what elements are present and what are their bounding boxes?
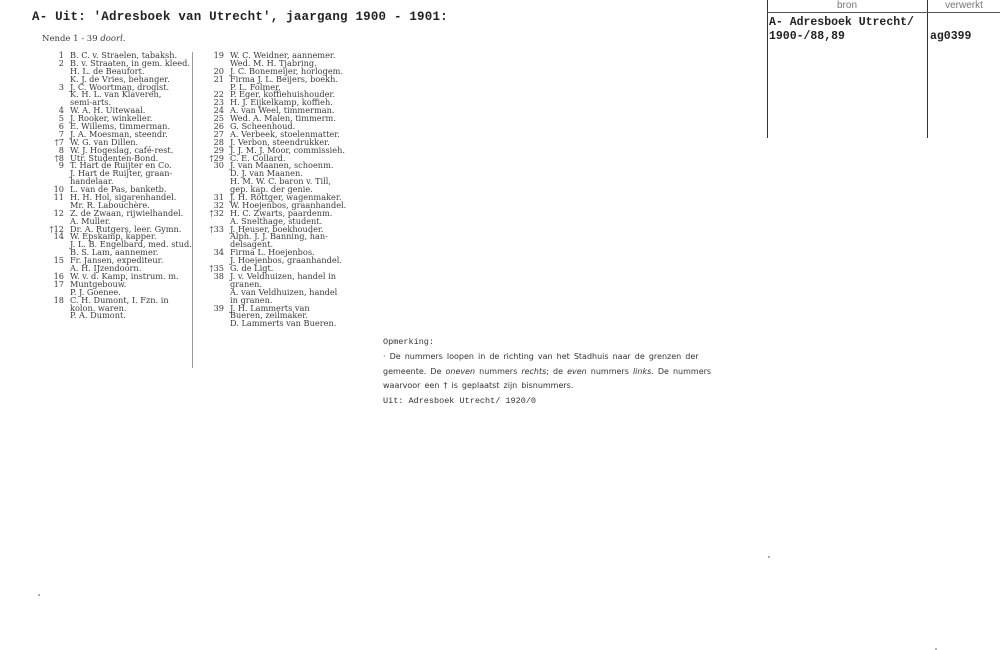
resident-entry: A. H. IJzendoorn. xyxy=(70,263,142,274)
clipping-heading xyxy=(42,34,126,44)
bron-header: bron xyxy=(836,0,857,11)
house-number: 12 xyxy=(53,207,64,218)
bron-value-line1: A- Adresboek Utrecht/ xyxy=(769,16,914,29)
resident-entry: E. Willems, timmerman. xyxy=(70,121,171,132)
scan-speck xyxy=(38,594,40,596)
list-item xyxy=(42,91,188,99)
resident-entry: G. de Ligt. xyxy=(230,263,274,274)
resident-entry: Alph. J. J. Banning, han- xyxy=(230,231,328,242)
house-number: 2 xyxy=(58,57,64,68)
metadata-table xyxy=(767,0,1000,138)
house-number: 7 xyxy=(58,128,64,139)
resident-entry: L. van de Pas, banketb. xyxy=(70,184,167,195)
house-number: 4 xyxy=(58,105,64,116)
resident-entry: Mr. R. Labouchère. xyxy=(70,199,150,210)
resident-entry: K. J. de Vries, behanger. xyxy=(70,73,170,84)
resident-entry: H. H. Hol, sigarenhandel. xyxy=(70,192,177,203)
house-number: †29 xyxy=(209,152,224,163)
entries-left-column xyxy=(42,50,192,321)
resident-entry: Fr. Jansen, expediteur. xyxy=(70,255,164,266)
remark-left: links xyxy=(632,366,652,376)
house-number: 30 xyxy=(213,160,224,171)
house-number: 6 xyxy=(58,121,64,132)
remark-text: gemeente. De xyxy=(383,366,446,376)
list-item xyxy=(42,207,188,218)
remark-text: nummers xyxy=(586,366,633,376)
house-number: 34 xyxy=(213,247,224,258)
house-number: 29 xyxy=(213,144,224,155)
resident-entry: Wed. A. Malen, timmerm. xyxy=(230,113,336,124)
resident-entry: J. A. Moesman, steendr. xyxy=(70,128,168,139)
house-number: †35 xyxy=(209,263,224,274)
resident-entry: G. Scheenhoud. xyxy=(230,121,296,132)
resident-entry: J. J. M. J. Moor, commissieh. xyxy=(230,144,346,155)
house-number: 22 xyxy=(213,89,224,100)
resident-entry: A. van Veldhuizen, handel xyxy=(230,286,338,297)
house-number: 9 xyxy=(58,160,64,171)
resident-entry: W. J. Hogeslag, café-rest. xyxy=(70,144,174,155)
remark-line-1: · De nummers loopen in de richting van het Stadhuis naar de grenzen der xyxy=(383,352,699,361)
house-number: 10 xyxy=(53,184,64,195)
resident-entry: Z. de Zwaan, rijwielhandel. xyxy=(70,207,184,218)
house-number: 21 xyxy=(213,73,224,84)
list-item xyxy=(202,233,348,241)
resident-entry: kolon. waren. xyxy=(70,302,127,313)
list-item xyxy=(202,270,348,281)
bron-value-line2: 1900-/88,89 xyxy=(769,30,845,43)
resident-entry: J. L. B. Engelbard, med. stud. xyxy=(70,239,192,250)
house-number: 5 xyxy=(58,113,64,124)
resident-entry: P. L. Folmer. xyxy=(230,81,281,92)
resident-entry: W. Epskamp, kapper. xyxy=(70,231,157,242)
resident-entry: Firma L. Hoejenbos. xyxy=(230,247,315,258)
resident-entry: H. C. Zwarts, paardenm. xyxy=(230,207,333,218)
house-number: 8 xyxy=(58,144,64,155)
house-number: 23 xyxy=(213,97,224,108)
resident-entry: H. J. Eijkelkamp, koffieh. xyxy=(230,97,333,108)
list-item xyxy=(42,170,188,178)
list-item xyxy=(202,320,348,328)
resident-entry: C. E. Collard. xyxy=(230,152,286,163)
address-book-clipping xyxy=(42,34,348,372)
resident-entry: granen. xyxy=(230,278,263,289)
house-number: 20 xyxy=(213,65,224,76)
remark-text: . De nummers xyxy=(651,366,712,376)
resident-entry: W. C. Weidner, aannemer. xyxy=(230,50,336,60)
house-number: 15 xyxy=(53,255,64,266)
resident-entry: J. Verbon, steendrukker. xyxy=(230,136,330,147)
resident-entry: handelaar. xyxy=(70,176,114,187)
house-number: †8 xyxy=(54,152,64,163)
resident-entry: semi-arts. xyxy=(70,97,112,108)
resident-entry: Wed. M. H. Tjabring. xyxy=(230,57,317,68)
resident-entry: J. Hart de Ruijter, graan- xyxy=(70,168,173,179)
house-number: †12 xyxy=(49,223,64,234)
house-number: 14 xyxy=(53,231,64,242)
resident-entry: B. S. Lam, aannemer. xyxy=(70,247,159,258)
resident-entry: J. H. Lammerts van xyxy=(230,302,310,313)
house-number: 26 xyxy=(213,121,224,132)
resident-entry: J. C. Bonemeijer, horlogem. xyxy=(230,65,344,76)
house-number: †32 xyxy=(209,207,224,218)
remark-odd: oneven xyxy=(445,366,476,376)
resident-entry: J. v. Veldhuizen, handel in xyxy=(230,270,337,281)
remark-text: ; de xyxy=(546,366,568,376)
house-number: 3 xyxy=(58,81,64,92)
house-number: 16 xyxy=(53,270,64,281)
remark-even: even xyxy=(567,366,587,376)
resident-entry: B. v. Straaten, in gem. kleed. xyxy=(70,57,190,68)
resident-entry: W. Hoejenbos, graanhandel. xyxy=(230,199,347,210)
resident-entry: J. Heuser, boekhouder. xyxy=(230,223,324,234)
resident-entry: Muntgebouw. xyxy=(70,278,127,289)
clipping-heading-suffix: doorl. xyxy=(100,34,126,44)
resident-entry: W. v. d. Kamp, instrum. m. xyxy=(70,270,179,281)
resident-entry: D. Lammerts van Bueren. xyxy=(230,318,337,329)
house-number: 28 xyxy=(213,136,224,147)
table-divider xyxy=(927,0,928,138)
house-number: †7 xyxy=(54,136,64,147)
resident-entry: Dr. A. Rutgers, leer. Gymn. xyxy=(70,223,182,234)
house-number: 17 xyxy=(53,278,64,289)
resident-entry: W. G. van Dillen. xyxy=(70,136,139,147)
resident-entry: K. H. L. van Klaveren, xyxy=(70,89,162,100)
resident-entry: H. L. de Beaufort. xyxy=(70,65,145,76)
resident-entry: W. A. H. Uitewaal. xyxy=(70,105,146,116)
house-number: 25 xyxy=(213,113,224,124)
remark-text: nummers xyxy=(475,366,522,376)
resident-entry: H. M. W. C. baron v. Till, xyxy=(230,176,331,187)
remark-line-3: waarvoor een † is geplaatst zijn bisnummers. xyxy=(383,381,574,390)
house-number: 39 xyxy=(213,302,224,313)
resident-entry: P. A. Dumont. xyxy=(70,310,126,321)
remark-line-1-text: De nummers loopen in de richting van het Stadhuis naar de grenzen der xyxy=(389,352,699,361)
remark-source: Uit: Adresboek Utrecht/ 1920/0 xyxy=(383,395,537,406)
house-number: 24 xyxy=(213,105,224,116)
house-number: 11 xyxy=(53,192,64,203)
resident-entry: A. van Weel, timmerman. xyxy=(230,105,335,116)
house-number: 27 xyxy=(213,128,224,139)
house-number: †33 xyxy=(209,223,224,234)
clipping-heading-text: Nende 1 - 39 xyxy=(42,34,101,44)
remark-block xyxy=(383,337,713,406)
remark-right: rechts xyxy=(521,366,547,376)
resident-entry: J. C. Woortman, drogist. xyxy=(70,81,170,92)
resident-entry: gep. kap. der genie. xyxy=(230,184,313,195)
resident-entry: A. Verbeek, stoelenmatter. xyxy=(230,128,340,139)
resident-entry: P. Eger, koffiehuishouder. xyxy=(230,89,336,100)
resident-entry: T. Hart de Ruijter en Co. xyxy=(70,160,172,171)
resident-entry: J. Hoejenbos, graanhandel. xyxy=(230,255,342,266)
verwerkt-value: ag0399 xyxy=(930,30,972,43)
table-border-left xyxy=(767,0,768,138)
resident-entry: P. J. Goenee. xyxy=(70,286,121,297)
resident-entry: J. H. Röttger, wagenmaker. xyxy=(230,192,342,203)
resident-entry: A. Snelthage, student. xyxy=(230,215,323,226)
resident-entry: Firma J. L. Beijers, boekh. xyxy=(230,73,338,84)
list-item xyxy=(42,312,188,320)
house-number: 32 xyxy=(213,199,224,210)
resident-entry: D. J. van Maanen. xyxy=(230,168,303,179)
resident-entry: delsagent. xyxy=(230,239,274,250)
resident-entry: Utr. Studenten-Bond. xyxy=(70,152,159,163)
resident-entry: A. Muller. xyxy=(70,215,111,226)
entries-right-column xyxy=(202,52,348,328)
scan-speck xyxy=(768,556,770,558)
resident-entry: Bueren, zeilmaker. xyxy=(230,310,308,321)
remark-line-2 xyxy=(383,365,713,380)
resident-entry: J. Rooker, winkelier. xyxy=(70,113,153,124)
verwerkt-header: verwerkt xyxy=(945,0,983,11)
house-number: 38 xyxy=(213,270,224,281)
house-number: 18 xyxy=(53,294,64,305)
house-number: 1 xyxy=(58,50,64,60)
header-rule xyxy=(767,12,1000,13)
house-number: 19 xyxy=(213,50,224,60)
resident-entry: C. H. Dumont, I. Fzn. in xyxy=(70,294,169,305)
remark-label: Opmerking: xyxy=(383,337,435,347)
resident-entry: in granen. xyxy=(230,294,273,305)
resident-entry: J. van Maanen, schoenm. xyxy=(230,160,334,171)
list-item xyxy=(202,286,348,297)
house-number: 31 xyxy=(213,192,224,203)
resident-entry: B. C. v. Straelen, tabaksh. xyxy=(70,50,178,60)
column-divider xyxy=(192,52,193,368)
document-title: A- Uit: 'Adresboek van Utrecht', jaargang 1900 - 1901: xyxy=(32,10,448,24)
